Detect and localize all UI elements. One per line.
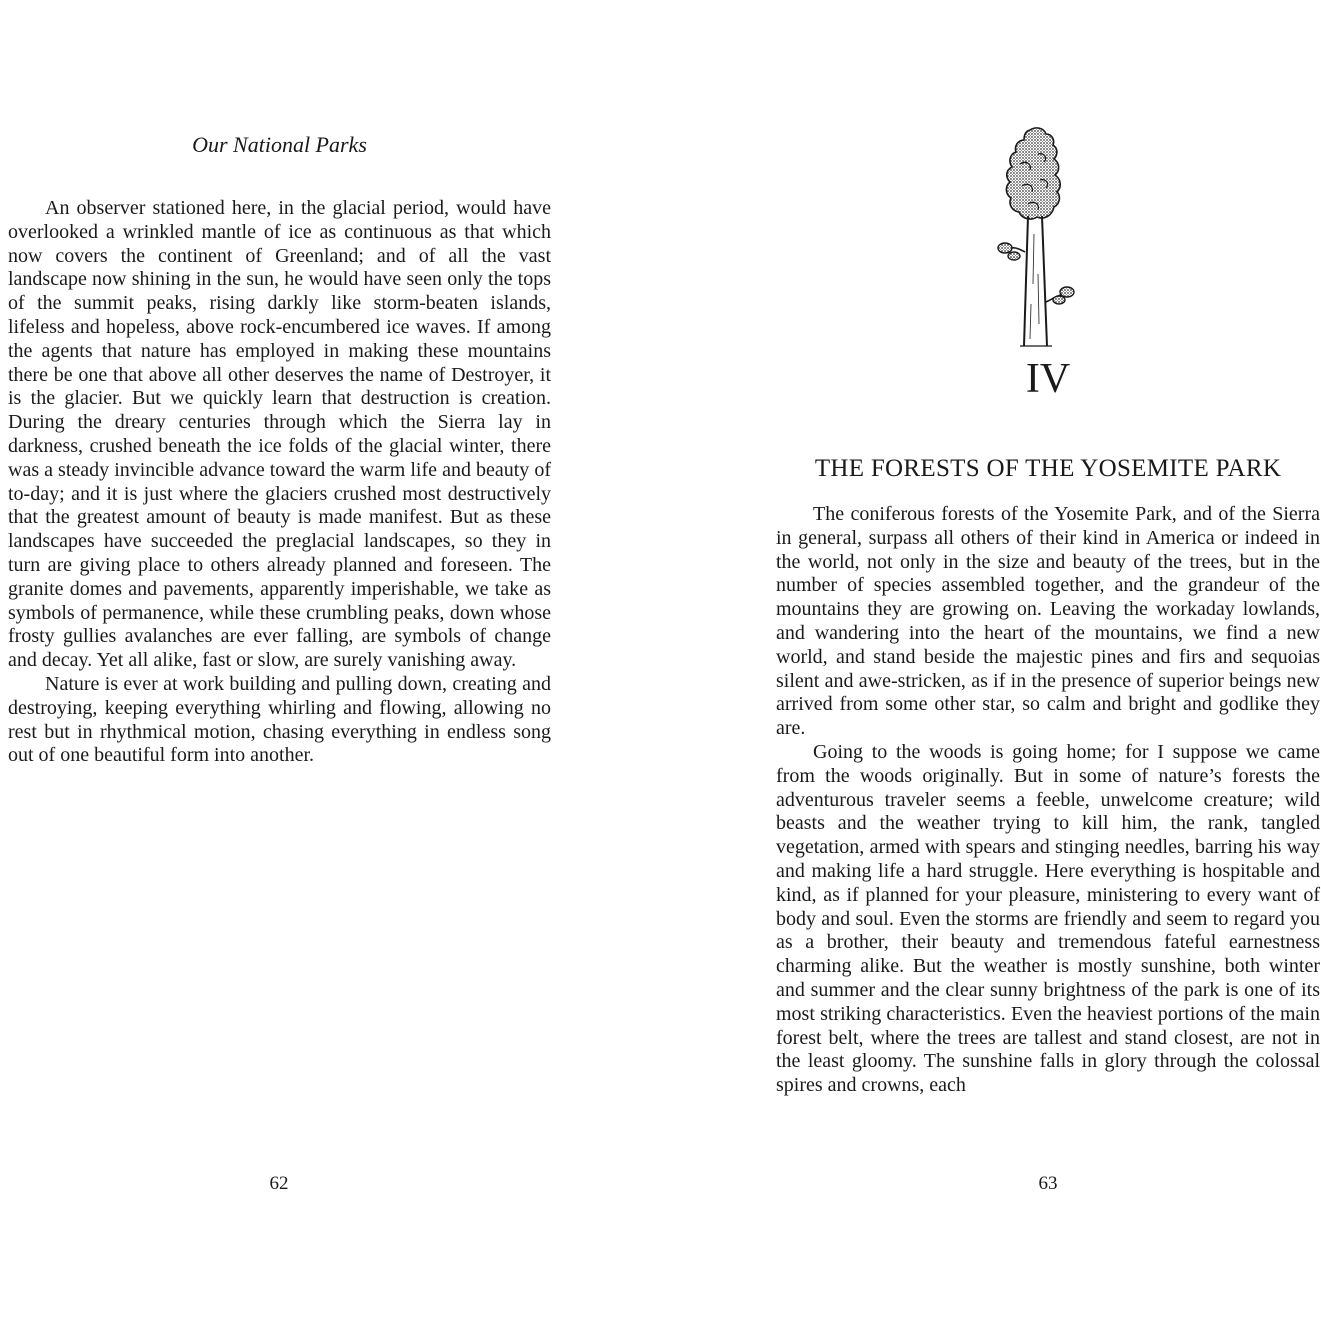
page-number: 62 (269, 1173, 289, 1194)
chapter-title: THE FORESTS OF THE YOSEMITE PARK (814, 455, 1282, 482)
right-page (661, 0, 1321, 1321)
paragraph: An observer stationed here, in the glacial period, would have overlooked a wrinkled mantle of ice as continuous as that which now covers the continent of Greenland; and of all the vast landscape now shining in the sun, he would have seen only the tops of the summit peaks, rising darkly like storm-beaten islands, lifeless and hopeless, above rock-encumbered ice waves. If among the agents that nature has employed in making these mountains there be one that above all other deserves the name of Destroyer, it is the glacier. But we quickly learn that destruction is creation. During the dreary centuries through which the Sierra lay in darkness, crushed beneath the ice folds of the glacial winter, there was a steady invincible advance toward the warm life and beauty of to-day; and it is just where the glaciers crushed most destructively that the greatest amount of beauty is made manifest. But as these landscapes have succeeded the preglacial landscapes, so they in turn are giving place to others already planned and foreseen. The granite domes and pavements, apparently imperishable, we take as symbols of permanence, while these crumbling peaks, down whose frosty gullies avalanches are ever falling, are symbols of change and decay. Yet all alike, fast or slow, are surely vanishing away. (8, 197, 551, 672)
left-page (0, 0, 660, 1321)
right-body-text (776, 503, 1320, 1098)
paragraph: The coniferous forests of the Yosemite Park, and of the Sierra in general, surpass all others of their kind in America or indeed in the world, not only in the size and beauty of the trees, but in the number of species assembled together, and the grandeur of the mountains they are growing on. Leaving the workaday lowlands, and wandering into the heart of the mountains, we find a new world, and stand beside the majestic pines and firs and sequoias silent and awe-stricken, as if in the presence of superior beings new arrived from some other star, so calm and bright and godlike they are. (776, 503, 1320, 740)
left-body-text (8, 197, 551, 768)
sequoia-tree-icon (992, 124, 1082, 354)
chapter-numeral: IV (1025, 356, 1071, 402)
paragraph: Going to the woods is going home; for I suppose we came from the woods originally. But in some of nature’s forests the adventurous traveler seems a feeble, unwelcome creature; wild beasts and the weather trying to kill him, the rank, tangled vegetation, armed with spears and stinging needles, barring his way and making life a hard struggle. Here everything is hospitable and kind, as if planned for your pleasure, ministering to every want of body and soul. Even the storms are friendly and seem to regard you as a brother, their beauty and tremendous fateful earnestness charming alike. But the weather is mostly sunshine, both winter and summer and the clear sunny brightness of the park is one of its most striking characteristics. Even the heaviest portions of the main forest belt, where the trees are tallest and stand closest, are not in the least gloomy. The sunshine falls in glory through the colossal spires and crowns, each (776, 740, 1320, 1097)
paragraph: Nature is ever at work building and pulling down, creating and destroying, keeping everything whirling and flowing, allowing no rest but in rhythmical motion, chasing everything in endless song out of one beautiful form into another. (8, 672, 551, 767)
running-head: Our National Parks (192, 132, 367, 157)
page-number: 63 (1038, 1173, 1058, 1194)
